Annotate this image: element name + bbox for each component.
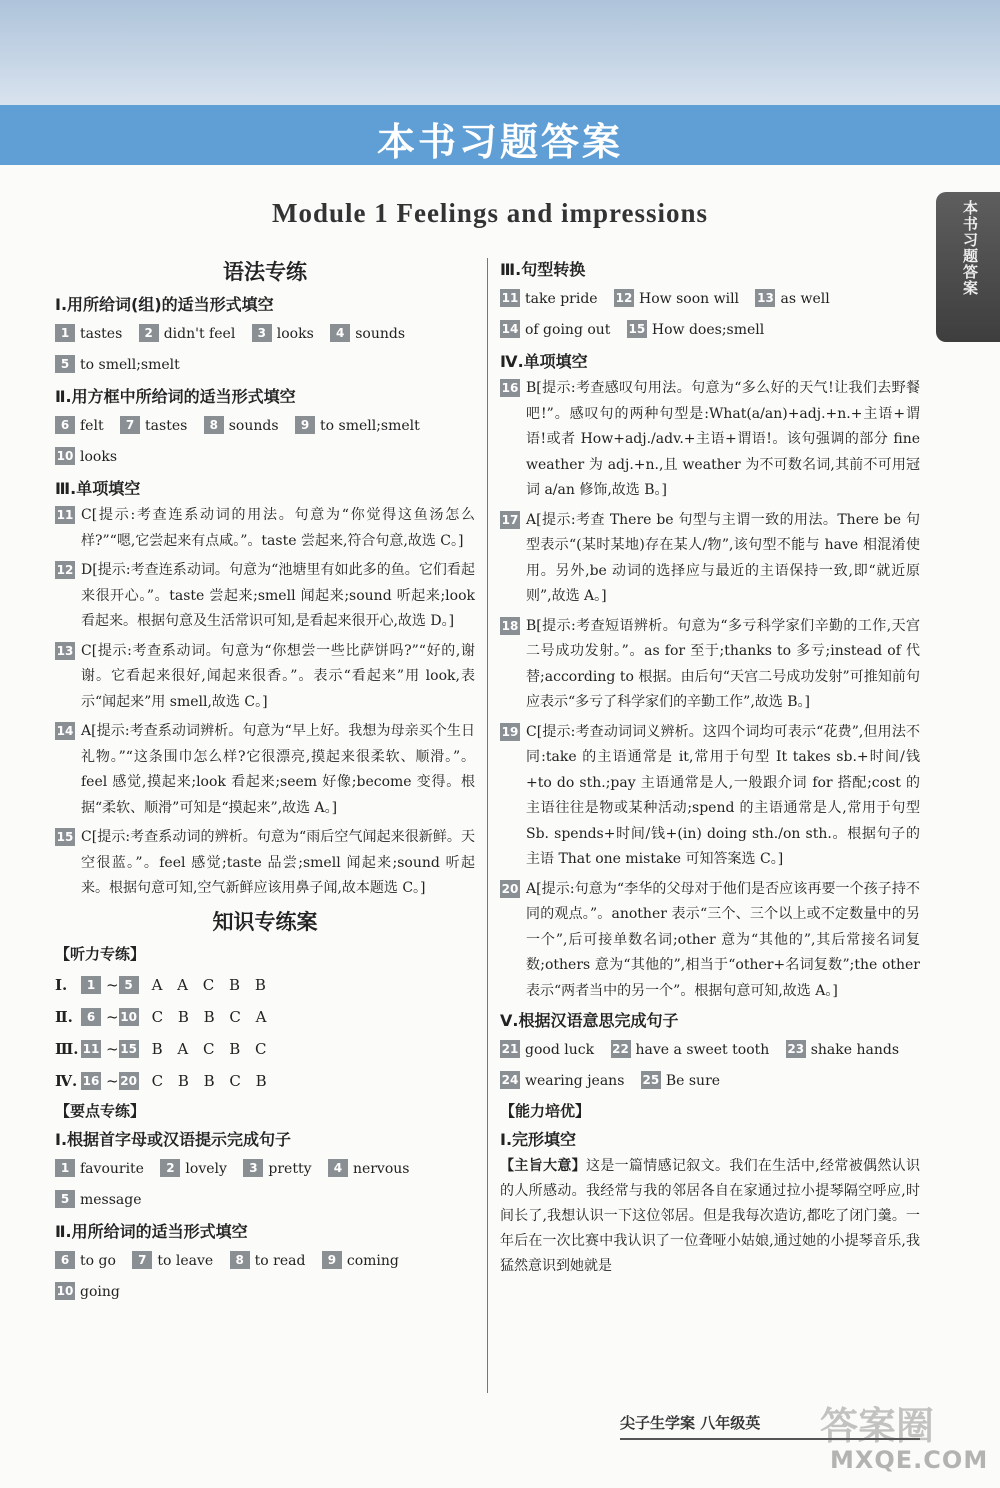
answer-text: sounds bbox=[355, 326, 406, 342]
answer-text: good luck bbox=[525, 1042, 595, 1058]
number-badge: 11 bbox=[56, 508, 74, 522]
number-badge: 13 bbox=[56, 643, 74, 658]
answer-item bbox=[641, 1073, 720, 1089]
listening-answers: A A C B B bbox=[151, 975, 271, 994]
number-badge: 6 bbox=[81, 1008, 101, 1026]
section-title: Ⅲ.单项填空 bbox=[55, 479, 141, 498]
number-badge: 10 bbox=[56, 449, 74, 463]
ability-label: 【能力培优】 bbox=[500, 1102, 591, 1120]
answer-item bbox=[627, 322, 764, 338]
answer-item bbox=[500, 322, 610, 338]
number-badge: 15 bbox=[628, 322, 646, 336]
number-badge: 7 bbox=[120, 416, 140, 434]
explanation-item bbox=[55, 503, 475, 554]
explanation-text: A[提示:句意为“李华的父母对于他们是否应该再要一个孩子持不同的观点。”。another 表示“三个、三个以上或不定数量中的另一个”,后可接单数名词;other 意为“其他的”,其后常接名词复数;others 意为“其他的”,相当于“other+名词复数”;the other 表示“两者当中的另一个”。根据句意可知,故选 A。] bbox=[526, 880, 920, 999]
explanation-text: A[提示:考查系动词辨析。句意为“早上好。我想为母亲买个生日礼物。”“这条围巾怎么样?它很漂亮,摸起来很柔软、顺滑。”。feel 感觉,摸起来;look 看起来;seem 好像;become 变得。根据“柔软、顺滑”可知是“摸起来”,故选 A。] bbox=[81, 723, 475, 816]
answer-row bbox=[55, 1154, 475, 1216]
number-badge: 2 bbox=[160, 1159, 180, 1177]
section-title: Ⅴ.根据汉语意思完成句子 bbox=[500, 1011, 679, 1030]
answer-item bbox=[139, 326, 236, 342]
listening-row: Ⅳ. 16 ~ 20 C B B C B bbox=[55, 1065, 475, 1097]
explanation-text: C[提示:考查系动词的辨析。句意为“雨后空气闻起来很新鲜。天空很蓝。”。feel 感觉;taste 品尝;smell 闻起来;sound 听起来。根据句意可知,空气新鲜应该用鼻子闻,故本题选 C。] bbox=[81, 829, 475, 896]
number-badge: 2 bbox=[139, 324, 159, 342]
explanation-text: A[提示:考查 There be 句型与主谓一致的用法。There be 句型表示“(某时某地)存在某人/物”,该句型不能与 have 相混淆使用。另外,be 动词的选择应与最近的主语保持一致,即“就近原则”,故选 A。] bbox=[526, 511, 920, 604]
page-title: 本书习题答案 bbox=[376, 120, 623, 164]
explanation-item bbox=[55, 825, 475, 902]
answer-row bbox=[55, 319, 475, 381]
number-badge: 6 bbox=[55, 1251, 75, 1269]
answer-item bbox=[252, 326, 314, 342]
section-title: Ⅱ.用方框中所给词的适当形式填空 bbox=[55, 387, 296, 406]
answer-text: to read bbox=[254, 1252, 306, 1269]
section-title: Ⅰ.用所给词(组)的适当形式填空 bbox=[55, 295, 274, 314]
answer-text: How does;smell bbox=[651, 322, 765, 338]
number-badge: 21 bbox=[501, 1042, 519, 1056]
number-badge: 10 bbox=[120, 1009, 137, 1024]
listening-answers: C B B C B bbox=[151, 1071, 272, 1090]
answer-text: favourite bbox=[80, 1160, 144, 1177]
title-bar bbox=[0, 105, 1000, 165]
answer-row bbox=[500, 284, 920, 346]
answer-item bbox=[204, 418, 279, 434]
answer-text: message bbox=[80, 1191, 142, 1208]
column-divider bbox=[487, 258, 488, 1393]
number-badge: 1 bbox=[55, 324, 75, 342]
right-column bbox=[500, 254, 920, 1279]
number-badge: 11 bbox=[82, 1041, 100, 1056]
header-background bbox=[0, 0, 1000, 105]
explanation-text: C[提示:考查连系动词的用法。句意为“你觉得这鱼汤怎么样?”“嗯,它尝起来有点咸。”。taste 尝起来,符合句意,故选 C。] bbox=[81, 507, 475, 549]
answer-text: coming bbox=[346, 1252, 399, 1269]
number-badge: 20 bbox=[501, 881, 519, 896]
answer-item bbox=[55, 418, 104, 434]
number-badge: 5 bbox=[55, 1190, 75, 1208]
answer-item bbox=[132, 1253, 213, 1269]
listening-label: 【听力专练】 bbox=[55, 944, 146, 963]
number-badge: 7 bbox=[132, 1251, 152, 1269]
watermark-url: MXQE.COM bbox=[830, 1446, 989, 1474]
footer bbox=[620, 1412, 760, 1433]
answer-item bbox=[55, 326, 122, 342]
knowledge-heading: 知识专练案 bbox=[212, 909, 318, 934]
explanation-item bbox=[500, 720, 920, 873]
answer-row bbox=[500, 1035, 920, 1097]
number-badge: 25 bbox=[642, 1073, 660, 1087]
number-badge: 1 bbox=[81, 976, 101, 994]
explanation-item bbox=[55, 719, 475, 821]
answer-item bbox=[614, 291, 739, 307]
roman-numeral: Ⅰ. bbox=[55, 975, 68, 994]
explanation-text: C[提示:考查动词词义辨析。这四个词均可表示“花费”,但用法不同:take 的主语通常是 it,常用于句型 It takes sb.+时间/钱+to do sth.;pay 主语通常是人,一般跟介词 for 搭配;cost 的主语往往是物或某种活动;spend 的主语通常是人,常用于句型 Sb. spends+时间/钱+(in) doing sth./on sth.。根据句子的主语 That one mistake 可知答案选 C。] bbox=[526, 723, 920, 867]
section-title: Ⅰ.完形填空 bbox=[500, 1130, 577, 1149]
number-badge: 20 bbox=[120, 1073, 137, 1088]
number-badge: 11 bbox=[501, 291, 519, 305]
answer-item bbox=[322, 1253, 399, 1269]
answer-text: wearing jeans bbox=[525, 1073, 625, 1089]
answer-text: to smell;smelt bbox=[80, 357, 180, 373]
number-badge: 12 bbox=[615, 291, 633, 305]
number-badge: 16 bbox=[82, 1073, 100, 1088]
answer-text: shake hands bbox=[810, 1042, 900, 1058]
number-badge: 12 bbox=[56, 563, 74, 577]
answer-item bbox=[500, 1073, 624, 1089]
number-badge: 5 bbox=[55, 355, 75, 373]
answer-text: Be sure bbox=[665, 1073, 721, 1089]
main-idea-text: 这是一篇情感记叙文。我们在生活中,经常被偶然认识的人所感动。我经常与我的邻居各自在家通过拉小提琴隔空呼应,时间长了,我想认识一下这位邻居。但是我每次造访,都吃了闭门羹。一年后在一次比赛中我认识了一位聋哑小姑娘,通过她的小提琴音乐,我猛然意识到她就是 bbox=[500, 1158, 921, 1274]
listening-answers: C B B C A bbox=[151, 1007, 272, 1026]
answer-text: How soon will bbox=[639, 291, 740, 307]
main-idea-label: 【主旨大意】 bbox=[500, 1158, 586, 1174]
section-title: Ⅱ.用所给词的适当形式填空 bbox=[55, 1221, 248, 1241]
answer-item bbox=[230, 1253, 306, 1269]
answer-text: looks bbox=[276, 326, 314, 342]
explanation-text: D[提示:考查连系动词。句意为“池塘里有如此多的鱼。它们看起来很开心。”。taste 尝起来;smell 闻起来;sound 听起来;look 看起来。根据句意及生活常识可知,是看起来很开心,故选 D。] bbox=[81, 562, 475, 629]
footer-text: 尖子生学案 八年级英 bbox=[620, 1414, 761, 1432]
listening-row: Ⅰ. 1 ~ 5 A A C B B bbox=[55, 969, 475, 1001]
number-badge: 22 bbox=[612, 1042, 629, 1056]
answer-item bbox=[611, 1042, 770, 1058]
side-tab-label: 本书习题答案 bbox=[961, 200, 979, 296]
number-badge: 24 bbox=[501, 1073, 519, 1087]
number-badge: 16 bbox=[501, 381, 519, 395]
listening-row: Ⅲ. 11 ~ 15 B A C B C bbox=[55, 1033, 475, 1065]
number-badge: 10 bbox=[56, 1283, 74, 1298]
section-title: Ⅰ.根据首字母或汉语提示完成句子 bbox=[55, 1129, 292, 1149]
main-idea-paragraph bbox=[500, 1154, 920, 1279]
explanation-text: C[提示:考查系动词。句意为“你想尝一些比萨饼吗?”“好的,谢谢。它看起来很好,闻起来很香。”。表示“看起来”用 look,表示“闻起来”用 smell,故选 C。] bbox=[81, 642, 475, 710]
number-badge: 13 bbox=[757, 291, 774, 305]
answer-item bbox=[328, 1161, 410, 1177]
answer-item bbox=[500, 291, 598, 307]
answer-text: pretty bbox=[268, 1160, 312, 1177]
answer-text: as well bbox=[780, 291, 830, 307]
points-label: 【要点专练】 bbox=[55, 1101, 146, 1120]
number-badge: 15 bbox=[120, 1041, 137, 1056]
answer-text: looks bbox=[80, 449, 118, 465]
number-badge: 3 bbox=[252, 324, 272, 342]
listening-row: Ⅱ. 6 ~ 10 C B B C A bbox=[55, 1001, 475, 1033]
answer-item bbox=[55, 1192, 142, 1208]
number-badge: 3 bbox=[243, 1159, 263, 1177]
roman-numeral: Ⅲ. bbox=[55, 1039, 79, 1058]
answer-text: of going out bbox=[525, 322, 611, 338]
number-badge: 14 bbox=[56, 724, 74, 738]
number-badge: 17 bbox=[501, 512, 519, 527]
answer-row bbox=[55, 411, 475, 473]
explanation-item bbox=[500, 877, 920, 1005]
answer-item bbox=[160, 1161, 227, 1177]
number-badge: 14 bbox=[501, 322, 519, 336]
answer-item bbox=[295, 418, 420, 434]
roman-numeral: Ⅱ. bbox=[55, 1007, 73, 1026]
answer-text: lovely bbox=[185, 1160, 227, 1177]
answer-item bbox=[755, 291, 829, 307]
answer-text: have a sweet tooth bbox=[635, 1042, 770, 1058]
listening-answers: B A C B C bbox=[151, 1039, 272, 1058]
answer-text: sounds bbox=[228, 418, 279, 434]
roman-numeral: Ⅳ. bbox=[55, 1071, 78, 1090]
answer-item bbox=[120, 418, 187, 434]
answer-text: felt bbox=[80, 418, 104, 434]
answer-item bbox=[786, 1042, 899, 1058]
answer-item bbox=[500, 1042, 594, 1058]
answer-text: to go bbox=[80, 1252, 116, 1269]
answer-text: to smell;smelt bbox=[320, 418, 420, 434]
explanation-item bbox=[55, 639, 475, 716]
explanation-text: B[提示:考查感叹句用法。句意为“多么好的天气!让我们去野餐吧!”。感叹句的两种句型是:What(a/an)+adj.+n.+主语+谓语!或者 How+adj./adv.+主语+谓语!。该句强调的部分 fine weather 为 adj.+n.,且 weather 为不可数名词,其前不可用冠词 a/an 修饰,故选 B。] bbox=[526, 380, 920, 498]
answer-text: going bbox=[80, 1283, 120, 1300]
section-title: Ⅳ.单项填空 bbox=[500, 352, 588, 371]
number-badge: 8 bbox=[230, 1251, 250, 1269]
number-badge: 4 bbox=[330, 324, 350, 342]
module-title: Module 1 Feelings and impressions bbox=[271, 198, 709, 228]
number-badge: 6 bbox=[55, 416, 75, 434]
answer-item bbox=[330, 326, 405, 342]
answer-text: to leave bbox=[157, 1252, 214, 1269]
explanation-item bbox=[500, 614, 920, 716]
explanation-text: B[提示:考查短语辨析。句意为“多亏科学家们辛勤的工作,天宫二号成功发射。”。as for 至于;thanks to 多亏;instead of 代替;according to 根据。由后句“天宫二号成功发射”可推知前句应表示“多亏了科学家们的辛勤工作”,故选 B。] bbox=[526, 617, 920, 710]
number-badge: 5 bbox=[119, 976, 139, 994]
left-column bbox=[55, 254, 475, 1308]
section-title: Ⅲ.句型转换 bbox=[500, 260, 586, 279]
number-badge: 23 bbox=[787, 1042, 805, 1056]
number-badge: 8 bbox=[204, 416, 224, 434]
watermark-logo: 答案圈 bbox=[820, 1404, 935, 1448]
answer-text: tastes bbox=[80, 326, 123, 342]
answer-text: take pride bbox=[525, 291, 598, 307]
explanation-item bbox=[500, 376, 920, 504]
grammar-heading: 语法专练 bbox=[223, 260, 307, 284]
answer-item bbox=[55, 1284, 120, 1300]
number-badge: 9 bbox=[322, 1251, 342, 1269]
number-badge: 15 bbox=[56, 830, 74, 844]
explanation-item bbox=[500, 508, 920, 610]
number-badge: 9 bbox=[295, 416, 315, 434]
side-tab bbox=[936, 192, 1000, 342]
answer-row bbox=[55, 1246, 475, 1308]
answer-item bbox=[243, 1161, 311, 1177]
answer-text: nervous bbox=[352, 1160, 410, 1177]
explanation-item bbox=[55, 558, 475, 635]
answer-text: didn't feel bbox=[163, 326, 236, 342]
answer-item bbox=[55, 357, 180, 373]
answer-text: tastes bbox=[145, 418, 188, 434]
number-badge: 4 bbox=[328, 1159, 348, 1177]
number-badge: 18 bbox=[501, 618, 519, 633]
number-badge: 1 bbox=[55, 1159, 75, 1177]
answer-item bbox=[55, 1253, 116, 1269]
answer-item bbox=[55, 449, 117, 465]
number-badge: 19 bbox=[501, 724, 519, 739]
answer-item bbox=[55, 1161, 144, 1177]
